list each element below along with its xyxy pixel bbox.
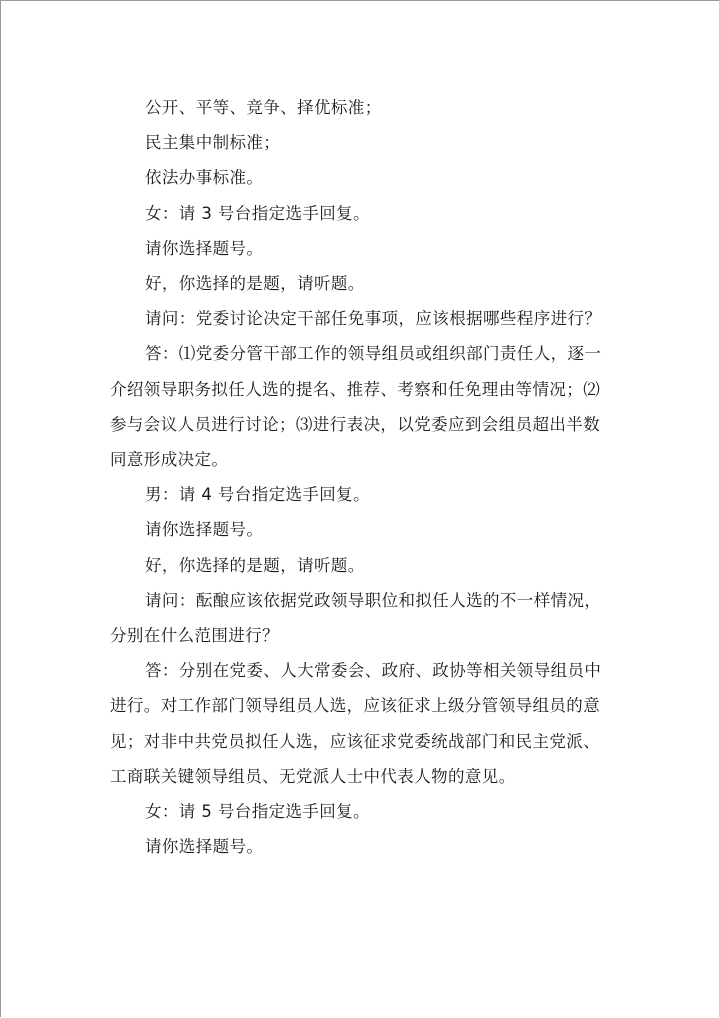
- paragraph: 民主集中制标准；: [145, 133, 281, 153]
- paragraph: 女：请 3 号台指定选手回复。: [145, 203, 370, 223]
- paragraph: 请你选择题号。: [145, 837, 264, 857]
- paragraph: 好，你选择的是题，请听题。: [145, 274, 365, 294]
- paragraph: 请你选择题号。: [145, 520, 264, 540]
- paragraph: 请问：酝酿应该依据党政领导职位和拟任人选的不一样情况，分别在什么范围进行？: [110, 590, 602, 646]
- paragraph: 依法办事标准。: [145, 168, 264, 188]
- paragraph: 好，你选择的是题，请听题。: [145, 555, 365, 575]
- paragraph: 答：分别在党委、人大常委会、政府、政协等相关领导组员中进行。对工作部门领导组员人选，应该征求上级分管领导组员的意见；对非中共党员拟任人选，应该征求党委统战部门和民主党派、工商联关键领导组员、无党派人士中代表人物的意见。: [110, 661, 602, 786]
- paragraph: 男：请 4 号台指定选手回复。: [145, 485, 370, 505]
- paragraph: 请问：党委讨论决定干部任免事项，应该根据哪些程序进行？: [145, 309, 602, 329]
- paragraph: 请你选择题号。: [145, 238, 264, 258]
- document-body: [110, 90, 614, 864]
- paragraph: 答：⑴党委分管干部工作的领导组员或组织部门责任人，逐一介绍领导职务拟任人选的提名、推荐、考察和任免理由等情况；⑵参与会议人员进行讨论；⑶进行表决，以党委应到会组员超出半数同意形成决定。: [110, 344, 602, 470]
- paragraph: 女：请 5 号台指定选手回复。: [145, 802, 370, 822]
- paragraph: 公开、平等、竞争、择优标准；: [145, 98, 382, 117]
